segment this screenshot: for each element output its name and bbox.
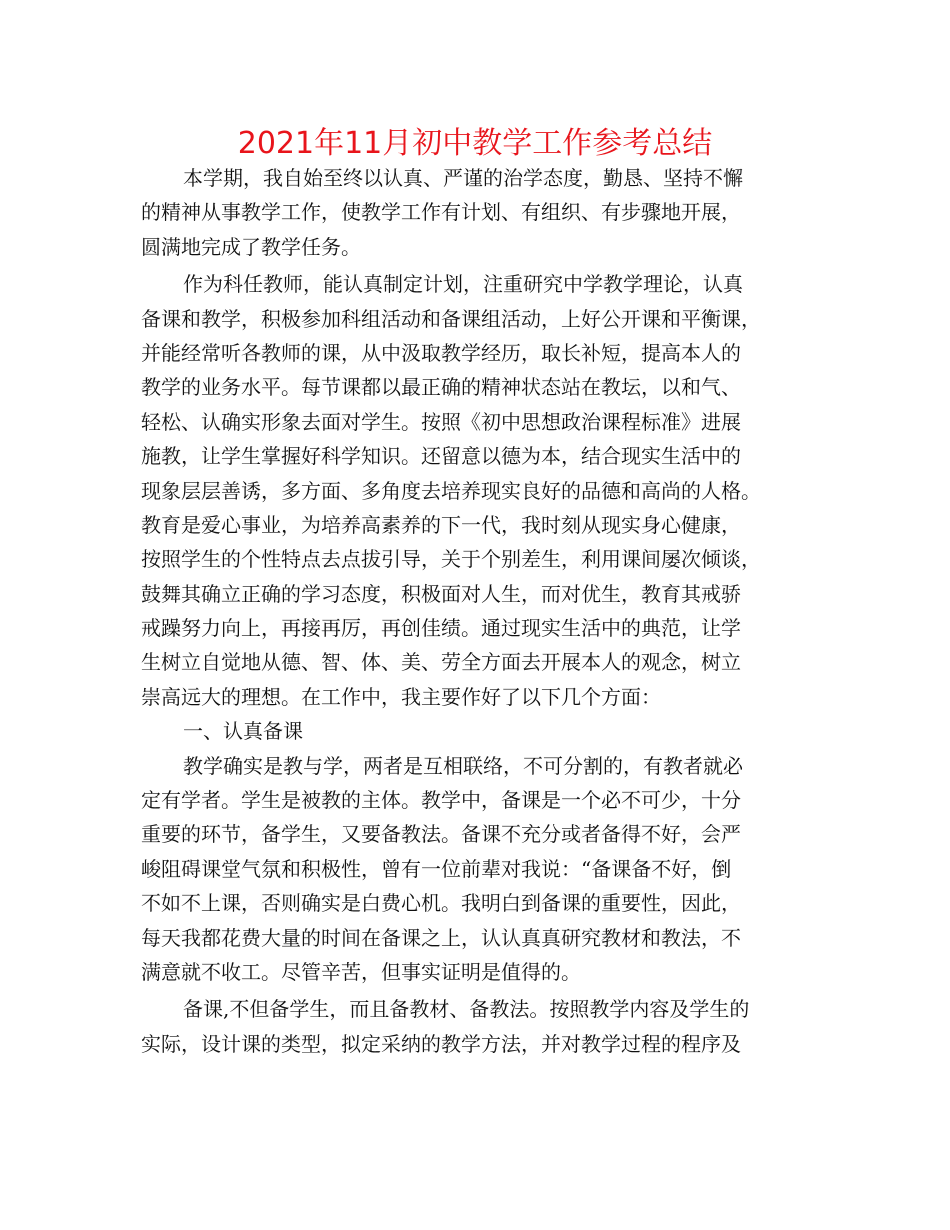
body-line: 不如不上课，否则确实是白费心机。我明白到备课的重要性，因此， bbox=[141, 891, 741, 916]
body-line: 施教，让学生掌握好科学知识。还留意以德为本，结合现实生活中的 bbox=[141, 444, 741, 469]
body-line: 本学期，我自始至终以认真、严谨的治学态度，勤恳、坚持不懈 bbox=[183, 166, 743, 190]
body-line: 并能经常听各教师的课，从中汲取教学经历，取长补短，提高本人的 bbox=[141, 340, 741, 365]
body-line: 的精神从事教学工作，使教学工作有计划、有组织、有步骤地开展， bbox=[141, 200, 741, 225]
body-line: 备课,不但备学生，而且备教材、备教法。按照教学内容及学生的 bbox=[183, 997, 750, 1022]
body-line: 实际，设计课的类型，拟定采纳的教学方法，并对教学过程的程序及 bbox=[141, 1031, 741, 1056]
body-line: 定有学者。学生是被教的主体。教学中，备课是一个必不可少，十分 bbox=[141, 788, 741, 813]
body-line: 生树立自觉地从德、智、体、美、劳全方面去开展本人的观念，树立 bbox=[141, 650, 741, 675]
body-line: 备课和教学，积极参加科组活动和备课组活动，上好公开课和平衡课， bbox=[141, 306, 761, 331]
body-line: 鼓舞其确立正确的学习态度，积极面对人生，而对优生，教育其戒骄 bbox=[141, 581, 741, 606]
body-line: 教育是爱心事业，为培养高素养的下一代，我时刻从现实身心健康， bbox=[141, 512, 741, 537]
body-line: 按照学生的个性特点去点拔引导，关于个别差生，利用课间屡次倾谈， bbox=[141, 547, 761, 572]
body-line: 教学的业务水平。每节课都以最正确的精神状态站在教坛，以和气、 bbox=[141, 375, 741, 400]
body-line: 崇高远大的理想。在工作中，我主要作好了以下几个方面： bbox=[141, 684, 661, 709]
body-line: 峻阻碍课堂气氛和积极性，曾有一位前辈对我说：“备课备不好，倒 bbox=[141, 856, 732, 881]
body-line: 现象层层善诱，多方面、多角度去培养现实良好的品德和高尚的人格。 bbox=[141, 478, 761, 503]
body-line: 重要的环节，备学生，又要备教法。备课不充分或者备得不好，会严 bbox=[141, 822, 741, 847]
body-line: 作为科任教师，能认真制定计划，注重研究中学教学理论，认真 bbox=[183, 272, 743, 297]
body-line: 戒躁努力向上，再接再厉，再创佳绩。通过现实生活中的典范，让学 bbox=[141, 616, 741, 641]
body-line: 满意就不收工。尽管辛苦，但事实证明是值得的。 bbox=[141, 959, 581, 984]
body-line: 轻松、认确实形象去面对学生。按照《初中思想政治课程标准》进展 bbox=[141, 409, 741, 434]
body-line: 圆满地完成了教学任务。 bbox=[141, 234, 361, 259]
body-line: 一、认真备课 bbox=[183, 719, 303, 744]
document-title: 2021年11月初中教学工作参考总结 bbox=[237, 126, 713, 161]
body-line: 每天我都花费大量的时间在备课之上，认认真真研究教材和教法，不 bbox=[141, 925, 741, 950]
document-body bbox=[141, 161, 821, 1061]
body-line: 教学确实是教与学，两者是互相联络，不可分割的，有教者就必 bbox=[183, 753, 743, 778]
